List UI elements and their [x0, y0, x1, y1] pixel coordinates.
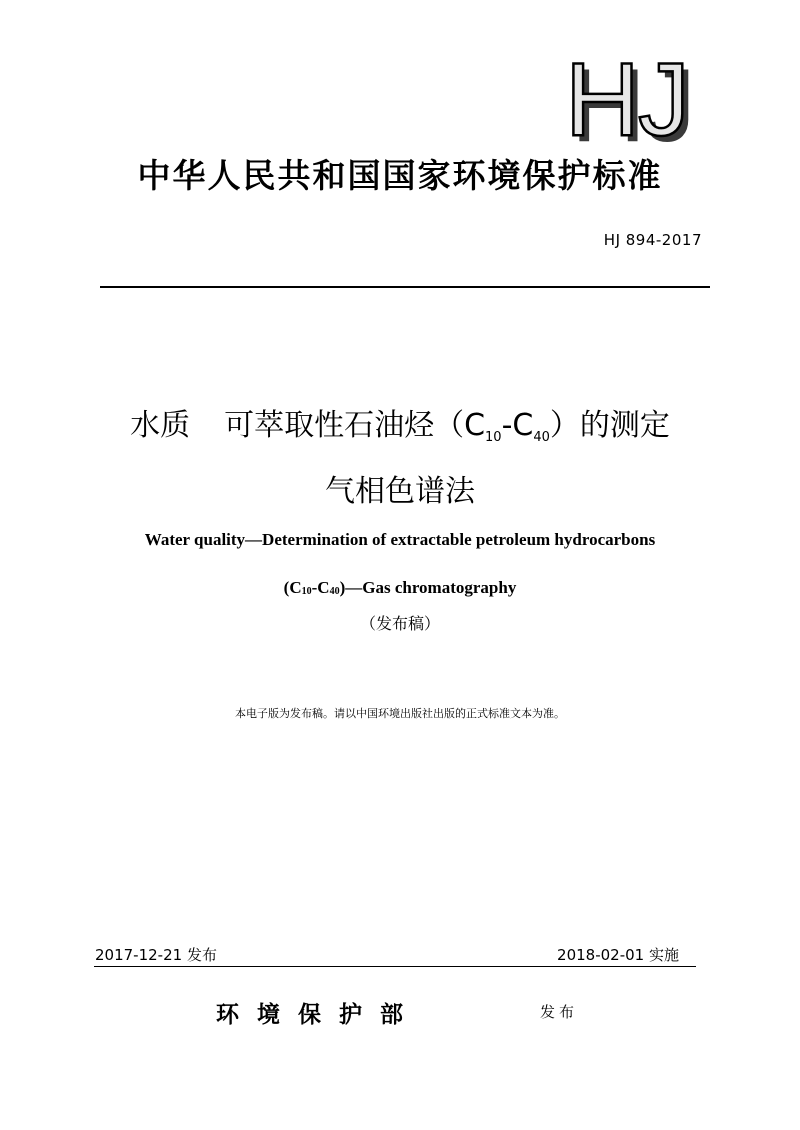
chinese-title-line-2: 气相色谱法: [325, 474, 475, 509]
english-title-line-2: [0, 578, 800, 598]
disclaimer-text: 本电子版为发布稿。请以中国环境出版社出版的正式标准文本为准。: [235, 707, 565, 720]
en-title-dash: -C: [311, 578, 330, 597]
top-divider: [100, 286, 710, 288]
title-subscript-40: 40: [533, 430, 550, 445]
en-title-open: (C: [283, 578, 302, 597]
publisher-name: 环境保护部: [216, 1001, 421, 1028]
org-title: 中华人民共和国国家环境保护标准: [137, 156, 663, 195]
title-main-b: ）的测定: [549, 408, 670, 443]
english-title-line-1: Water quality—Determination of extractable petroleum hydrocarbons: [144, 530, 656, 549]
bottom-divider: [94, 966, 696, 967]
hj-logo: HJ: [564, 42, 688, 158]
title-subscript-10: 10: [485, 430, 502, 445]
issue-date: 2017-12-21 发布: [95, 946, 217, 964]
publisher-suffix: 发布: [540, 1003, 579, 1021]
effective-date: 2018-02-01 实施: [557, 946, 679, 964]
en-subscript-40: 40: [329, 586, 340, 597]
title-dash: -C: [501, 408, 534, 443]
standard-number: HJ 894-2017: [603, 231, 702, 249]
chinese-title-line-1: [0, 400, 800, 444]
title-main-a: 可萃取性石油烃（C: [224, 408, 486, 443]
en-title-close: )—Gas chromatography: [339, 578, 517, 597]
draft-note: （发布稿）: [359, 614, 440, 633]
title-prefix: 水质: [130, 408, 191, 443]
en-subscript-10: 10: [301, 586, 312, 597]
